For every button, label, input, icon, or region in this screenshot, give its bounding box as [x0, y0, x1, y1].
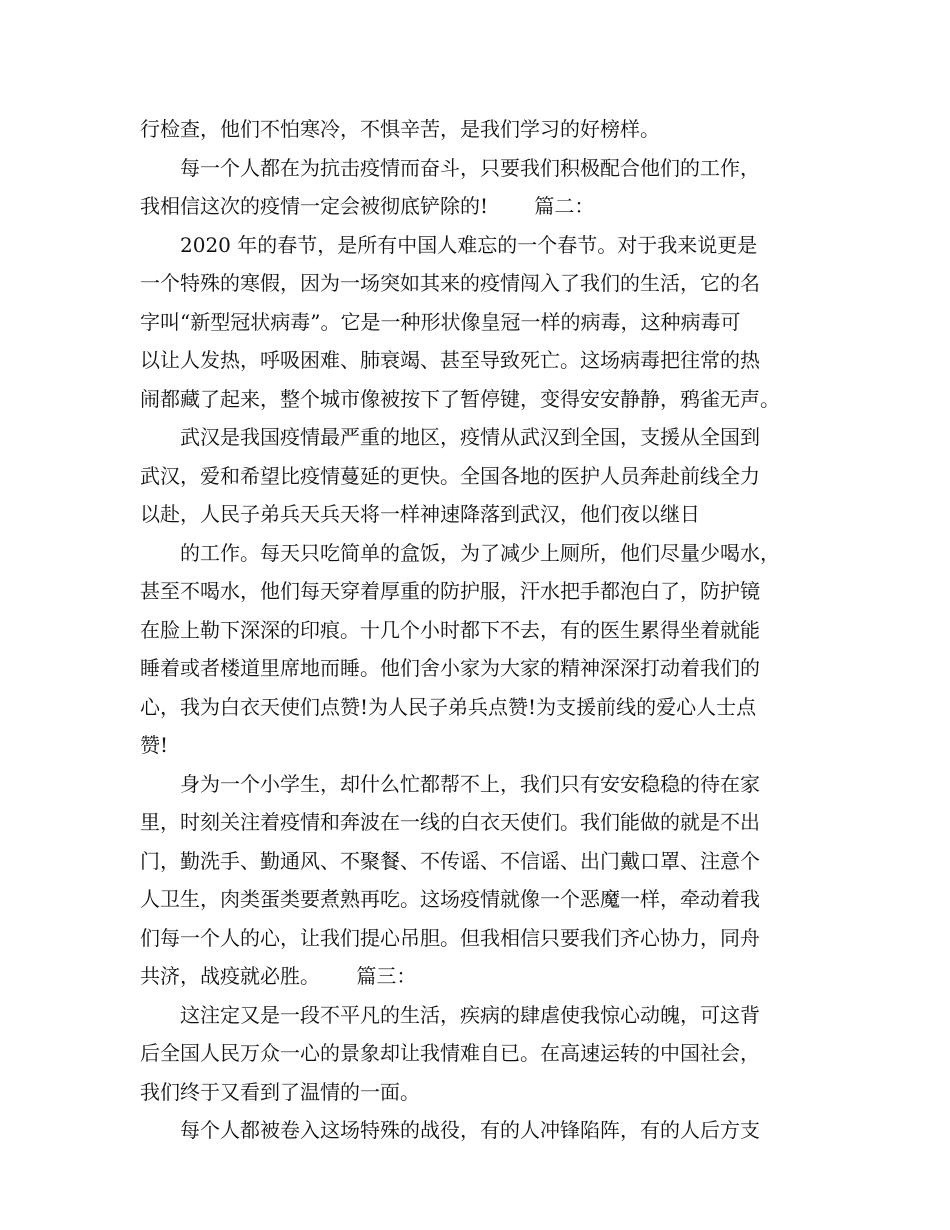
text-line: 们每一个人的心，让我们提心吊胆。但我相信只要我们齐心协力，同舟	[140, 925, 760, 950]
text-line: 心，我为白衣天使们点赞!为人民子弟兵点赞!为支援前线的爱心人士点	[140, 694, 757, 719]
text-line: 字叫“新型冠状病毒”。它是一种形状像皇冠一样的病毒，这种病毒可	[140, 309, 741, 334]
text-line: 身为一个小学生，却什么忙都帮不上，我们只有安安稳稳的待在家	[140, 771, 760, 796]
text-line: 行检查，他们不怕寒冷，不惧辛苦，是我们学习的好榜样。	[140, 117, 660, 141]
text-line: 闹都藏了起来，整个城市像被按下了暂停键，变得安安静静，鸦雀无声。	[140, 386, 780, 411]
body-text	[140, 110, 840, 1150]
text-line: 武汉是我国疫情最严重的地区，疫情从武汉到全国，支援从全国到	[140, 425, 760, 449]
text-line: 这注定又是一段不平凡的生活，疾病的肆虐使我惊心动魄，可这背	[140, 1002, 760, 1027]
text-line: 甚至不喝水，他们每天穿着厚重的防护服，汗水把手都泡白了，防护镜	[140, 579, 760, 603]
text-line: 每一个人都在为抗击疫情而奋斗，只要我们积极配合他们的工作，	[140, 155, 760, 180]
text-line: 赞!	[140, 733, 169, 757]
text-line: 共济，战疫就必胜。 篇三：	[140, 964, 417, 988]
text-line: 我相信这次的疫情一定会被彻底铲除的! 篇二：	[140, 194, 595, 218]
text-line: 每个人都被卷入这场特殊的战役，有的人冲锋陷阵，有的人后方支	[140, 1118, 760, 1142]
text-line: 以让人发热，呼吸困难、肺衰竭、甚至导致死亡。这场病毒把往常的热	[140, 348, 760, 372]
text-line: 门，勤洗手、勤通风、不聚餐、不传谣、不信谣、出门戴口罩、注意个	[140, 848, 760, 873]
text-line: 睡着或者楼道里席地而睡。他们舍小家为大家的精神深深打动着我们的	[140, 656, 760, 680]
text-line: 的工作。每天只吃简单的盒饭，为了减少上厕所，他们尽量少喝水，	[140, 540, 780, 565]
text-line: 人卫生，肉类蛋类要煮熟再吃。这场疫情就像一个恶魔一样，牵动着我	[140, 887, 760, 911]
text-line: 一个特殊的寒假，因为一场突如其来的疫情闯入了我们的生活，它的名	[140, 271, 760, 295]
text-line: 武汉，爱和希望比疫情蔓延的更快。全国各地的医护人员奔赴前线全力	[140, 463, 760, 488]
text-line: 在脸上勒下深深的印痕。十几个小时都下不去，有的医生累得坐着就能	[140, 617, 760, 642]
text-line: 里，时刻关注着疫情和奔波在一线的白衣天使们。我们能做的就是不出	[140, 810, 760, 834]
text-line: 以赴，人民子弟兵天兵天将一样神速降落到武汉，他们夜以继日	[140, 502, 700, 526]
text-line: 我们终于又看到了温情的一面。	[140, 1079, 420, 1104]
text-line: 后全国人民万众一心的景象却让我情难自已。在高速运转的中国社会，	[140, 1041, 760, 1065]
text-line: 2020 年的春节，是所有中国人难忘的一个春节。对于我来说更是	[140, 232, 758, 257]
